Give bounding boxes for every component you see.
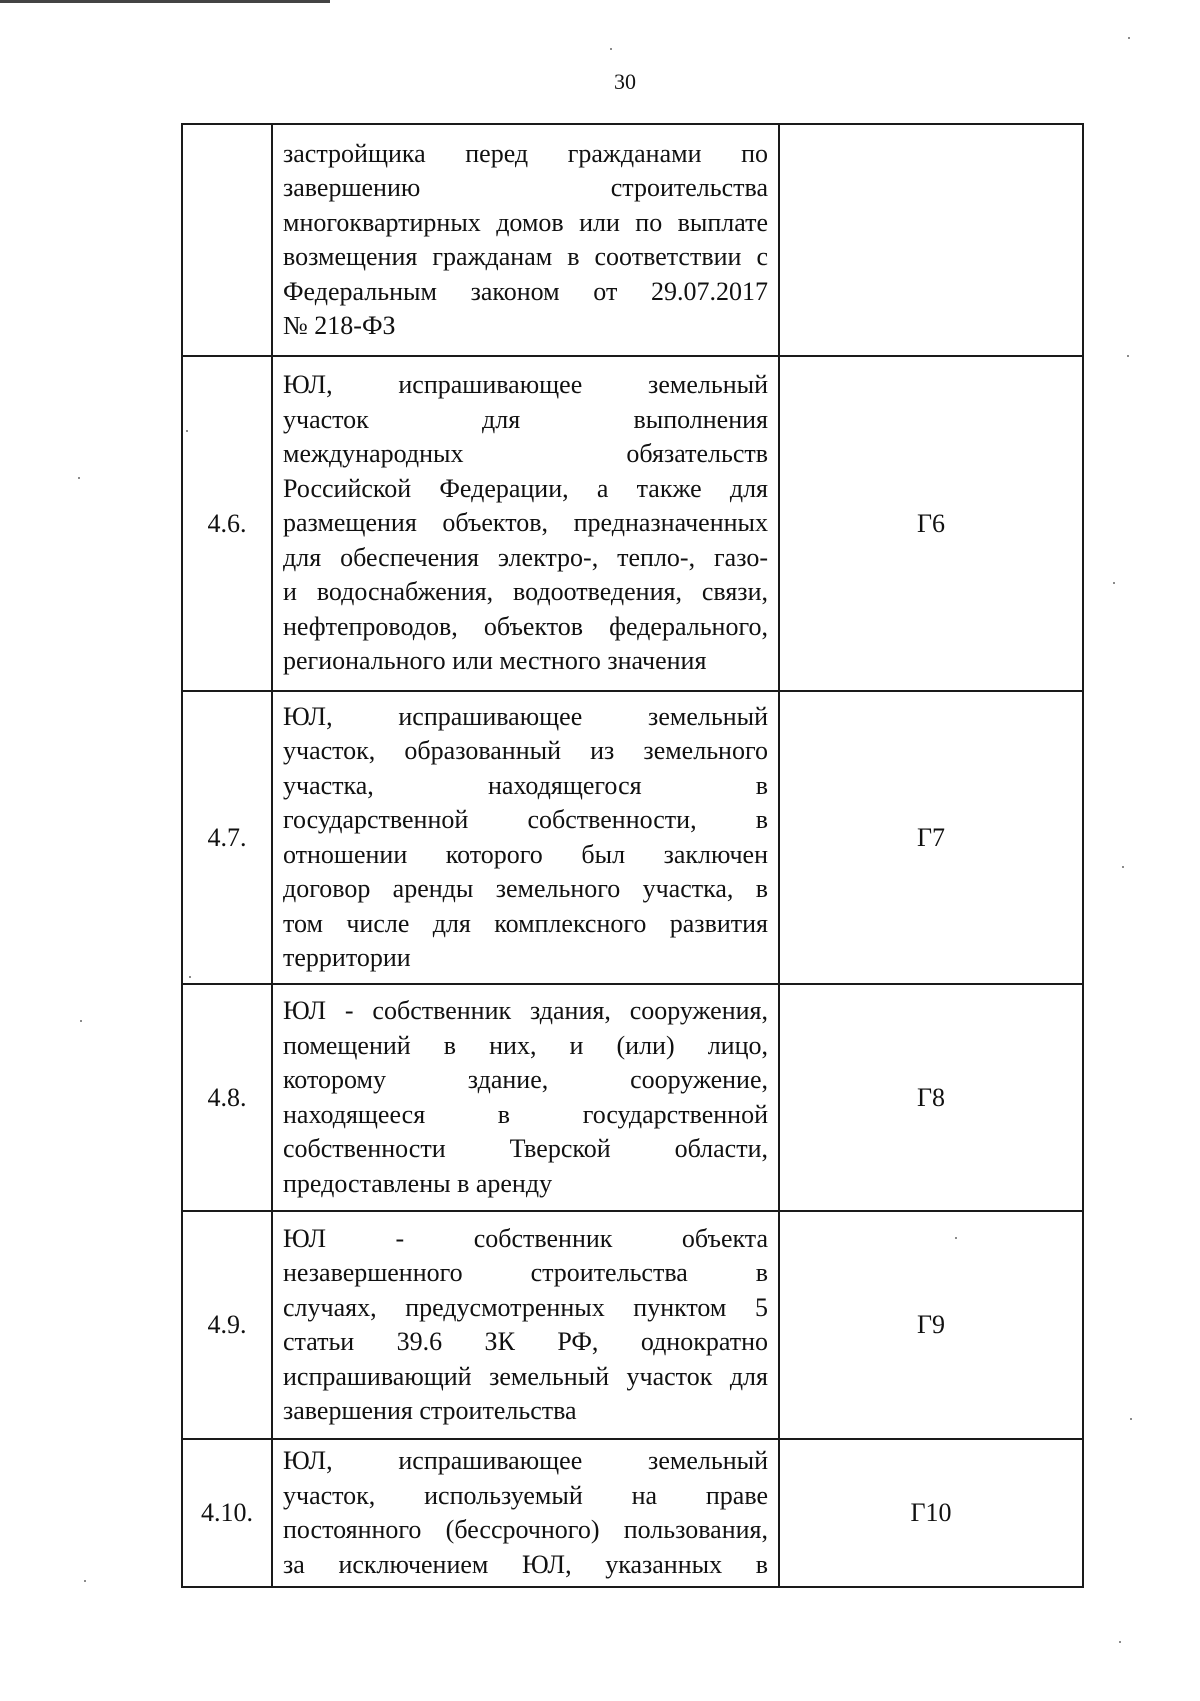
description-line: договор аренды земельного участка, в xyxy=(283,874,768,903)
table-row xyxy=(182,1439,1083,1587)
scan-speck xyxy=(1128,37,1130,39)
row-number-cell: 4.7. xyxy=(182,691,272,984)
description-line: Российской Федерации, а также для xyxy=(283,473,768,503)
scan-speck xyxy=(1122,866,1124,868)
description-line: участок для выполнения xyxy=(283,404,768,434)
description-line: завершения строительства xyxy=(283,1396,577,1425)
description-line: за исключением ЮЛ, указанных в xyxy=(283,1549,768,1579)
description-line: участок, образованный из земельного xyxy=(283,736,768,765)
row-number-cell: 4.8. xyxy=(182,984,272,1211)
table-row xyxy=(182,124,1083,356)
table-body xyxy=(182,124,1083,1587)
scan-edge-line xyxy=(0,0,330,3)
group-code-cell: Г10 xyxy=(779,1439,1083,1587)
group-code-cell: Г7 xyxy=(779,691,1083,984)
description-line: многоквартирных домов или по выплате xyxy=(283,207,768,237)
group-code-cell: Г9 xyxy=(779,1211,1083,1439)
description-cell xyxy=(272,1439,779,1587)
description-cell xyxy=(272,124,779,356)
description-cell xyxy=(272,1211,779,1439)
description-line: территории xyxy=(283,943,411,972)
description-line: постоянного (бессрочного) пользования, xyxy=(283,1515,768,1544)
description-line: ЮЛ, испрашивающее земельный xyxy=(283,1446,768,1475)
description-line: возмещения гражданам в соответствии с xyxy=(283,242,768,271)
description-line: случаях, предусмотренных пунктом 5 xyxy=(283,1292,768,1322)
table-row xyxy=(182,984,1083,1211)
description-line: помещений в них, и (или) лицо, xyxy=(283,1030,768,1060)
description-line: собственности Тверской области, xyxy=(283,1134,768,1163)
description-line: застройщика перед гражданами по xyxy=(283,138,768,168)
table-row xyxy=(182,691,1083,984)
description-line: и водоснабжения, водоотведения, связи, xyxy=(283,577,768,607)
description-line: статьи 39.6 ЗК РФ, однократно xyxy=(283,1327,768,1356)
description-cell xyxy=(272,691,779,984)
description-line: международных обязательств xyxy=(283,439,768,469)
description-line: регионального или местного значения xyxy=(283,646,707,676)
scan-speck xyxy=(1130,1418,1132,1420)
description-line: ЮЛ, испрашивающее земельный xyxy=(283,701,768,731)
page-number: 30 xyxy=(614,69,636,94)
scan-speck xyxy=(186,430,188,432)
scan-speck xyxy=(1119,1641,1121,1643)
description-line: размещения объектов, предназначенных xyxy=(283,508,768,538)
scan-speck xyxy=(80,1020,82,1022)
description-line: завершению строительства xyxy=(283,173,768,202)
group-code-cell: Г8 xyxy=(779,984,1083,1211)
scan-speck xyxy=(189,976,191,978)
row-number-cell: 4.6. xyxy=(182,356,272,691)
scan-speck xyxy=(78,477,80,479)
description-line: участок, используемый на праве xyxy=(283,1480,768,1510)
row-number-cell xyxy=(182,124,272,356)
description-line: государственной собственности, в xyxy=(283,805,768,834)
scan-speck xyxy=(84,1580,86,1582)
description-line: нефтепроводов, объектов федерального, xyxy=(283,611,768,641)
description-line: незавершенного строительства в xyxy=(283,1258,768,1287)
description-cell xyxy=(272,356,779,691)
description-line: испрашивающий земельный участок для xyxy=(283,1361,768,1391)
description-line: том числе для комплексного развития xyxy=(283,908,768,938)
row-number-cell: 4.10. xyxy=(182,1439,272,1587)
description-line: ЮЛ - собственник объекта xyxy=(283,1223,768,1253)
row-number-cell: 4.9. xyxy=(182,1211,272,1439)
description-line: № 218-ФЗ xyxy=(283,311,396,340)
description-line: предоставлены в аренду xyxy=(283,1168,553,1198)
description-line: участка, находящегося в xyxy=(283,770,768,800)
description-cell xyxy=(272,984,779,1211)
table-row xyxy=(182,356,1083,691)
description-line: ЮЛ, испрашивающее земельный xyxy=(283,370,768,400)
description-line: которому здание, сооружение, xyxy=(283,1065,768,1094)
scan-speck xyxy=(610,48,612,50)
scan-speck xyxy=(955,1237,957,1239)
description-line: отношении которого был заключен xyxy=(283,839,768,869)
group-code-cell xyxy=(779,124,1083,356)
group-code-cell: Г6 xyxy=(779,356,1083,691)
description-line: ЮЛ - собственник здания, сооружения, xyxy=(283,996,768,1025)
description-line: находящееся в государственной xyxy=(283,1099,768,1129)
scan-speck xyxy=(1113,582,1115,584)
description-line: для обеспечения электро-, тепло-, газо- xyxy=(283,542,768,572)
description-line: Федеральным законом от 29.07.2017 xyxy=(283,276,768,306)
table-row xyxy=(182,1211,1083,1439)
land-plot-table xyxy=(181,123,1084,1588)
scan-speck xyxy=(1127,355,1129,357)
